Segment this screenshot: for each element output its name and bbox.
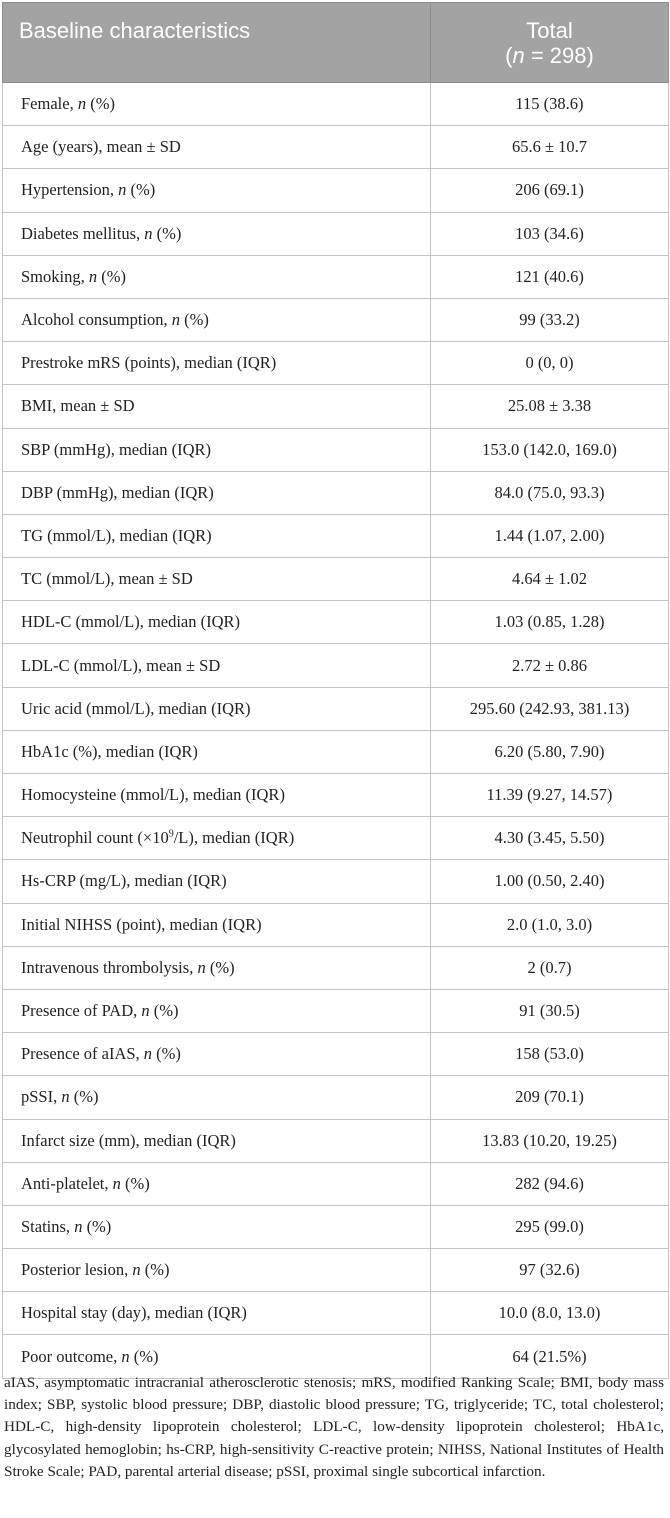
table-row [3, 644, 669, 687]
row-label-n-symbol: n [141, 1001, 150, 1021]
row-label [3, 946, 431, 989]
row-label-text: Hypertension, [21, 180, 119, 200]
row-value: 84.0 (75.0, 93.3) [431, 471, 669, 514]
row-label-text: Alcohol consumption, [21, 310, 172, 330]
row-label [3, 342, 431, 385]
row-value: 97 (32.6) [431, 1249, 669, 1292]
row-label-unit: (%) [120, 1173, 150, 1193]
row-value: 121 (40.6) [431, 255, 669, 298]
header-baseline-characteristics: Baseline characteristics [3, 3, 431, 83]
table-body [3, 83, 669, 1379]
table-row [3, 1205, 669, 1248]
header-total-label: Total [526, 17, 573, 43]
row-label-text: Presence of aIAS, [21, 1044, 144, 1064]
table-row [3, 255, 669, 298]
row-label [3, 601, 431, 644]
row-label-unit: (%) [149, 1001, 179, 1021]
row-label-text: HDL-C (mmol/L), median (IQR) [21, 612, 241, 632]
row-label [3, 298, 431, 341]
row-label-n-symbol: n [118, 180, 127, 200]
table-row [3, 1249, 669, 1292]
row-value: 1.00 (0.50, 2.40) [431, 860, 669, 903]
row-label [3, 1249, 431, 1292]
table-row [3, 558, 669, 601]
row-label [3, 817, 431, 860]
table-row [3, 601, 669, 644]
row-label-text: Hs-CRP (mg/L), median (IQR) [21, 871, 227, 891]
row-label-n-symbol: n [88, 266, 98, 286]
row-label-unit: (%) [152, 223, 182, 243]
row-value: 158 (53.0) [431, 1033, 669, 1076]
row-value: 206 (69.1) [431, 169, 669, 212]
row-label-text: Intravenous thrombolysis, [21, 957, 198, 977]
row-value: 91 (30.5) [431, 989, 669, 1032]
row-label [3, 169, 431, 212]
row-label-unit: (%) [69, 1087, 99, 1107]
row-label-text: Initial NIHSS (point), median (IQR) [21, 914, 262, 934]
row-label-n-symbol: n [121, 1346, 130, 1366]
table-row [3, 514, 669, 557]
row-label [3, 644, 431, 687]
row-value: 13.83 (10.20, 19.25) [431, 1119, 669, 1162]
row-label [3, 989, 431, 1032]
table-row [3, 1292, 669, 1335]
table-row [3, 946, 669, 989]
table-row [3, 126, 669, 169]
row-label-text: Age (years), mean ± SD [21, 137, 181, 157]
row-value: 4.30 (3.45, 5.50) [431, 817, 669, 860]
row-value: 0 (0, 0) [431, 342, 669, 385]
row-label [3, 428, 431, 471]
row-value: 99 (33.2) [431, 298, 669, 341]
row-label-text: TG (mmol/L), median (IQR) [21, 525, 212, 545]
row-label [3, 385, 431, 428]
row-label [3, 730, 431, 773]
table-row [3, 471, 669, 514]
row-value: 153.0 (142.0, 169.0) [431, 428, 669, 471]
row-label-text: Homocysteine (mmol/L), median (IQR) [21, 785, 285, 805]
row-value: 2.72 ± 0.86 [431, 644, 669, 687]
table-row [3, 1033, 669, 1076]
row-value: 6.20 (5.80, 7.90) [431, 730, 669, 773]
row-label [3, 1205, 431, 1248]
row-value: 4.64 ± 1.02 [431, 558, 669, 601]
row-label [3, 903, 431, 946]
row-label [3, 774, 431, 817]
row-value: 11.39 (9.27, 14.57) [431, 774, 669, 817]
row-label-unit: (%) [86, 94, 115, 114]
header-total: Total (n = 298) [431, 3, 669, 83]
row-value: 209 (70.1) [431, 1076, 669, 1119]
table-row [3, 817, 669, 860]
row-label-n-symbol: n [144, 223, 153, 243]
row-label-text: Uric acid (mmol/L), median (IQR) [21, 698, 251, 718]
row-label-n-symbol: n [112, 1173, 121, 1193]
row-label-text: Prestroke mRS (points), median (IQR) [21, 353, 277, 373]
row-label-text: Neutrophil count (×10 [21, 828, 169, 848]
table-header-row [3, 3, 669, 83]
row-label [3, 1076, 431, 1119]
row-label-text: SBP (mmHg), median (IQR) [21, 439, 212, 459]
table-row [3, 212, 669, 255]
row-label-text: Anti-platelet, [21, 1173, 113, 1193]
table-footnote: aIAS, asymptomatic intracranial atherosclerotic stenosis; mRS, modified Ranking Scale; BMI, body mass index; SBP, systolic blood pressure; DBP, diastolic blood pressure; TG, triglyceride; TC, total cholesterol; HDL-C, high-density lipoprotein cholesterol; LDL-C, low-density lipoprotein cholesterol; HbA1c, glycosylated hemoglobin; hs-CRP, high-sensitivity C-reactive protein; NIHSS, National Institutes of Health Stroke Scale; PAD, parental arterial disease; pSSI, proximal single subcortical infarction. [4, 1374, 664, 1480]
table-row [3, 989, 669, 1032]
table-row [3, 730, 669, 773]
row-label [3, 255, 431, 298]
row-label-unit: (%) [180, 310, 209, 330]
row-label [3, 1292, 431, 1335]
baseline-characteristics-table [2, 2, 669, 1379]
table-row [3, 1119, 669, 1162]
row-label-text: Statins, [21, 1216, 75, 1236]
row-label-text: Female, [21, 94, 78, 114]
row-label [3, 1033, 431, 1076]
row-label [3, 1162, 431, 1205]
row-value: 103 (34.6) [431, 212, 669, 255]
row-label [3, 514, 431, 557]
row-label-unit: (%) [82, 1216, 112, 1236]
row-value: 282 (94.6) [431, 1162, 669, 1205]
row-label-text: LDL-C (mmol/L), mean ± SD [21, 655, 221, 675]
row-label-unit: (%) [140, 1260, 170, 1280]
row-label-text: DBP (mmHg), median (IQR) [21, 482, 214, 502]
row-label [3, 1119, 431, 1162]
table-row [3, 385, 669, 428]
table-row [3, 428, 669, 471]
table-row [3, 298, 669, 341]
row-value: 1.44 (1.07, 2.00) [431, 514, 669, 557]
row-label-unit: (%) [97, 266, 126, 286]
table-row [3, 342, 669, 385]
header-n-count: = 298) [524, 42, 594, 68]
row-label [3, 126, 431, 169]
table-row [3, 1162, 669, 1205]
row-label-superscript: 9 [168, 828, 174, 840]
row-label-text: Infarct size (mm), median (IQR) [21, 1130, 236, 1150]
row-label [3, 860, 431, 903]
row-label-unit: (%) [205, 957, 235, 977]
row-label [3, 687, 431, 730]
table-row [3, 903, 669, 946]
row-value: 2.0 (1.0, 3.0) [431, 903, 669, 946]
row-label-n-symbol: n [197, 957, 206, 977]
table-row [3, 169, 669, 212]
row-label-n-symbol: n [61, 1087, 70, 1107]
table-row [3, 774, 669, 817]
row-value: 2 (0.7) [431, 946, 669, 989]
row-label-text: Smoking, [21, 266, 89, 286]
row-value: 64 (21.5%) [431, 1335, 669, 1378]
row-label-n-symbol: n [77, 94, 87, 114]
row-label-text: pSSI, [21, 1087, 62, 1107]
row-label-text: Diabetes mellitus, [21, 223, 145, 243]
row-value: 115 (38.6) [431, 83, 669, 126]
table-row [3, 687, 669, 730]
row-label-text: Poor outcome, [21, 1346, 122, 1366]
row-label-n-symbol: n [132, 1260, 141, 1280]
row-label-text: HbA1c (%), median (IQR) [21, 741, 198, 761]
row-value: 295 (99.0) [431, 1205, 669, 1248]
table-row [3, 1076, 669, 1119]
row-label-text: BMI, mean ± SD [21, 396, 135, 416]
row-label-n-symbol: n [74, 1216, 83, 1236]
row-label-text: Posterior lesion, [21, 1260, 133, 1280]
row-label-n-symbol: n [171, 310, 181, 330]
row-value: 295.60 (242.93, 381.13) [431, 687, 669, 730]
row-label [3, 471, 431, 514]
table-row [3, 83, 669, 126]
row-label-text: Presence of PAD, [21, 1001, 142, 1021]
row-label-unit: (%) [152, 1044, 181, 1064]
row-value: 65.6 ± 10.7 [431, 126, 669, 169]
row-label [3, 212, 431, 255]
header-n-symbol: n [512, 42, 525, 68]
row-value: 1.03 (0.85, 1.28) [431, 601, 669, 644]
row-label [3, 83, 431, 126]
row-label-text-rest: /L), median (IQR) [173, 828, 295, 848]
row-label-text: TC (mmol/L), mean ± SD [21, 569, 193, 589]
row-value: 25.08 ± 3.38 [431, 385, 669, 428]
row-label [3, 558, 431, 601]
row-label-unit: (%) [129, 1346, 159, 1366]
row-label-n-symbol: n [143, 1044, 153, 1064]
row-label-unit: (%) [126, 180, 156, 200]
row-value: 10.0 (8.0, 13.0) [431, 1292, 669, 1335]
table-row [3, 860, 669, 903]
row-label-text: Hospital stay (day), median (IQR) [21, 1303, 247, 1323]
